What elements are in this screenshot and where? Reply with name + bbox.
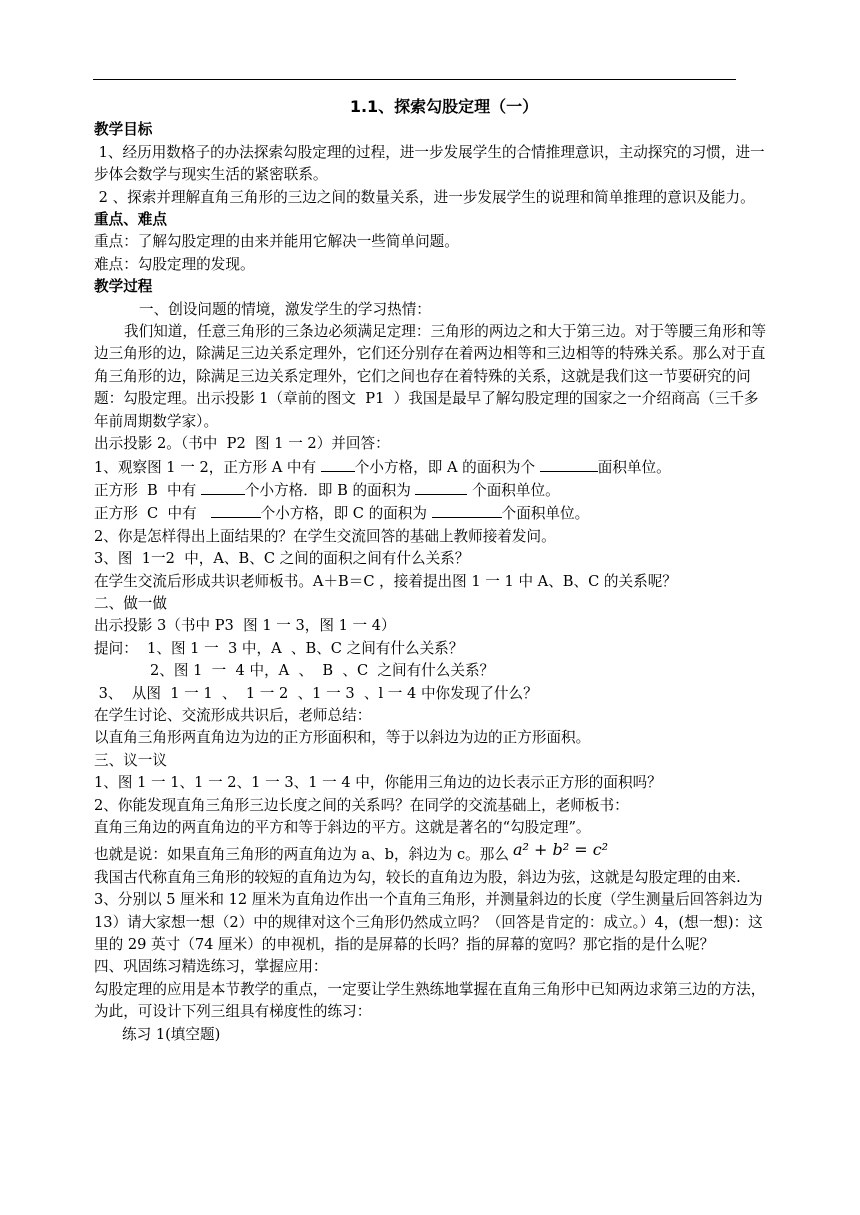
- keypoint-text: 重点：了解勾股定理的由来并能用它解决一些简单问题。: [94, 233, 459, 251]
- q1b-b-text: 个小方格．即 B 的面积为: [244, 481, 416, 499]
- question-1-line-a: [94, 456, 772, 479]
- q1c-a-text: 正方形 C 中有: [94, 505, 211, 523]
- question-1-line-c: [94, 502, 772, 525]
- q1b-c-text: 个面积单位。: [467, 481, 560, 499]
- section-heading-process: 教学过程: [94, 278, 153, 296]
- ask-3: 3、 从图 1 一 1 、 1 一 2 、1 一 3 、l 一 4 中你发现了什么？: [94, 684, 538, 702]
- blank-field: [321, 456, 355, 472]
- q1b-text: 个小方格，即 A 的面积为个: [354, 458, 540, 476]
- question-3: 3、图 1一2 中，A、B、C 之间的面积之间有什么关系？: [94, 550, 470, 568]
- step3-title: 三、议一议: [94, 751, 167, 769]
- conclusion-text: 以直角三角形两直角边为边的正方形面积和，等于以斜边为边的正方形面积。: [94, 729, 591, 747]
- step1-title: 一、创设问题的情境，激发学生的学习热情：: [139, 300, 431, 318]
- discuss-3: 3、分别以 5 厘米和 12 厘米为直角边作出一个直角三角形，并测量斜边的长度（学生测量后回答斜边为 13）请大家想一想（2）中的规律对这个三角形仍然成立吗？（回答是肯定的：成立。）4，(想一想)：这里的 29 英寸（74 厘米）的申视机，指的是屏幕的长吗？指的屏幕的宽吗？那它指的是什么呢？: [94, 891, 768, 954]
- page-title: 1.1、探索勾股定理（一）: [349, 97, 539, 116]
- step4-paragraph: 勾股定理的应用是本节教学的重点，一定要让学生熟练地掌握在直角三角形中已知两边求第三边的方法，为此，可设计下列三组具有梯度性的练习：: [94, 980, 766, 1021]
- show-projection-2: 出示投影 2。（书中 P2 图 1 一 2）并回答：: [94, 435, 390, 453]
- q1c-b-text: 个小方格，即 C 的面积为: [260, 505, 432, 523]
- blank-field: [201, 479, 245, 495]
- q1c-text: 面积单位。: [597, 458, 671, 476]
- blank-field: [415, 479, 467, 495]
- blank-field: [211, 502, 261, 518]
- header-rule: [93, 79, 736, 80]
- q1c-c-text: 个面积单位。: [501, 505, 590, 523]
- blank-field: [540, 456, 598, 472]
- step4-title: 四、巩固练习精选练习，掌握应用：: [94, 958, 328, 976]
- q1a-text: 1、观察图 1 一 2，正方形 A 中有: [94, 458, 321, 476]
- history-text: 我国古代称直角三角形的较短的直角边为勾，较长的直角边为股，斜边为弦，这就是勾股定理的由来.: [94, 868, 741, 886]
- question-1-line-b: [94, 479, 772, 502]
- step2-title: 二、做一做: [94, 594, 167, 612]
- pythagorean-formula: a² + b² = c²: [512, 840, 609, 860]
- discuss-2-theorem: 直角三角边的两直角边的平方和等于斜边的平方。这就是著名的“勾股定理”。: [94, 819, 591, 836]
- step1-paragraph: 我们知道，任意三角形的三条边必须满足定理：三角形的两边之和大于第三边。对于等腰三角形和等边三角形的边，除满足三边关系定理外，它们还分别存在着两边相等和三边相等的特殊关系。那么对于直角三角形的边，除满足三边关系定理外，它们之间也存在着特殊的关系，这就是我们这一节要研究的问题：勾股定理。出示投影 1（章前的图文 P1 ）我国是最早了解勾股定理的国家之一介绍商高（三千多年前周期数学家）。: [94, 323, 767, 430]
- goal-item-1: 1、经历用数格子的办法探索勾股定理的过程，进一步发展学生的合情推理意识，主动探究的习惯，进一步体会数学与现实生活的紧密联系。: [94, 143, 765, 184]
- exercise-1-title: 练习 1(填空题): [122, 1025, 221, 1043]
- q1b-a-text: 正方形 B 中有: [94, 481, 201, 499]
- section-heading-goals: 教学目标: [94, 121, 153, 139]
- difficulty-text: 难点：勾股定理的发现。: [94, 255, 255, 273]
- ask-2: 2、图 1 一 4 中，A 、 B 、C 之间有什么关系？: [150, 662, 495, 680]
- formula-intro: 也就是说：如果直角三角形的两直角边为 a、b，斜边为 c。那么: [94, 846, 509, 864]
- document-body: [94, 96, 772, 1046]
- ask-1: 提问： 1、图 1 一 3 中，A 、B、C 之间有什么关系？: [94, 639, 464, 657]
- goal-item-2: 2 、探索并理解直角三角形的三边之间的数量关系，进一步发展学生的说理和简单推理的意识及能力。: [94, 188, 755, 206]
- blank-field: [432, 502, 502, 518]
- section-heading-keypoints: 重点、难点: [94, 211, 167, 229]
- question-3-answer: 在学生交流后形成共识老师板书。A＋B＝C ，接着提出图 1 一 1 中 A、B、C 的关系呢？: [94, 572, 677, 590]
- show-projection-3: 出示投影 3（书中 P3 图 1 一 3，图 1 一 4）: [94, 617, 396, 635]
- question-2: 2、你是怎样得出上面结果的？在学生交流回答的基础上教师接着发问。: [94, 527, 556, 545]
- discuss-2-formula-line: [94, 840, 772, 866]
- discuss-1: 1、图 1 一 1、1 一 2、1 一 3、1 一 4 中，你能用三角边的边长表示正方形的面积吗？: [94, 774, 662, 792]
- discussion-text: 在学生讨论、交流形成共识后，老师总结：: [94, 706, 372, 724]
- discuss-2: 2、你能发现直角三角形三边长度之间的关系吗？在同学的交流基础上，老师板书：: [94, 796, 629, 814]
